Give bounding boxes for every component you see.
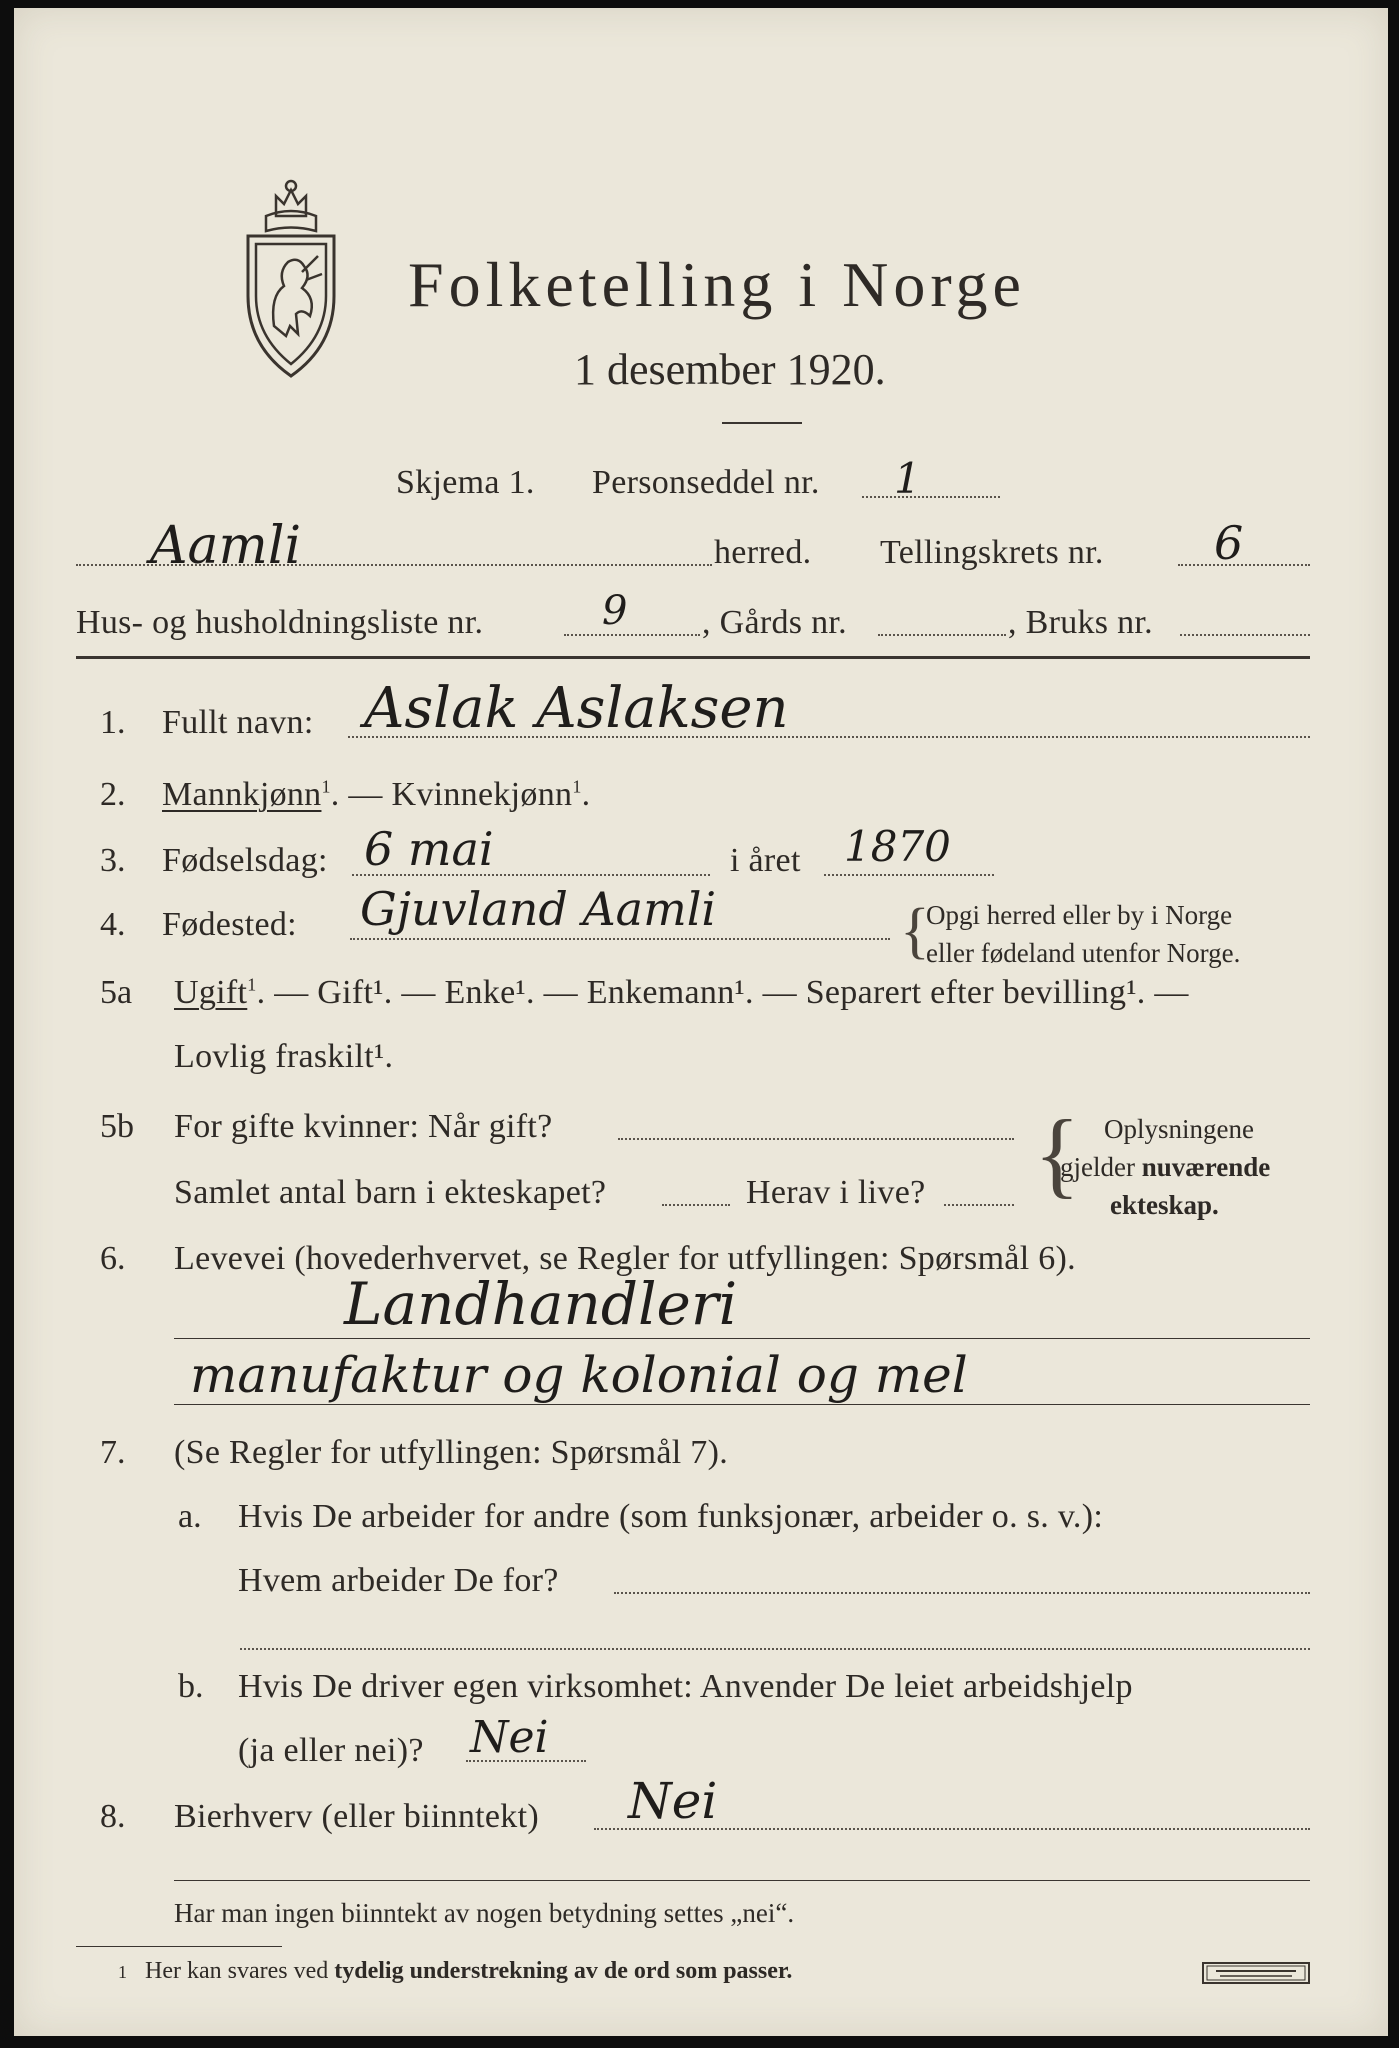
q4-line [350, 938, 890, 940]
personseddel-line [862, 496, 1000, 498]
q7b-value: Nei [470, 1712, 549, 1763]
q4-value: Gjuvland Aamli [360, 882, 717, 936]
hus-line [564, 634, 700, 636]
q3-year-value: 1870 [844, 822, 951, 871]
q5a-options: Ugift$^1$. — Gift¹. — Enke¹. — Enkemann¹. — Separert efter bevilling¹. — [174, 974, 1189, 1011]
q6-value-1: Landhandleri [344, 1270, 738, 1338]
q5b-number: 5b [100, 1108, 134, 1145]
q7b-letter: b. [178, 1668, 204, 1705]
tellingskrets-label: Tellingskrets nr. [880, 534, 1104, 571]
q5b-line-2 [662, 1204, 730, 1206]
q5b-note-2 [1060, 1152, 1270, 1183]
form-title: Folketelling i Norge [408, 249, 1026, 320]
q5b-note-1: Oplysningene [1104, 1114, 1254, 1144]
q8-number: 8. [100, 1798, 126, 1835]
q2-sup2: 1 [572, 776, 582, 797]
herred-label: herred. [714, 534, 812, 571]
personseddel-label: Personseddel nr. [592, 464, 820, 501]
footnote-text-a: Her kan svares ved [145, 1958, 335, 1984]
q5b-line-3 [944, 1204, 1014, 1206]
q5b-note-3: ekteskap. [1110, 1190, 1219, 1220]
q6-value-2: manufaktur og kolonial og mel [190, 1346, 968, 1404]
q3-year-line [824, 874, 994, 876]
coat-of-arms-icon [236, 176, 346, 386]
q2-kvinne-option: Kvinnekjønn [391, 776, 573, 813]
q4-note-1: Opgi herred eller by i Norge [926, 900, 1233, 930]
footnote-number: 1 [118, 1962, 127, 1982]
q8-label: Bierhverv (eller biinntekt) [174, 1798, 539, 1835]
q7a-line-1 [614, 1592, 1310, 1594]
q2-mann-option: Mannkjønn [162, 776, 322, 813]
q7b-label: Hvis De driver egen virksomhet: Anvender De leiet arbeidshjelp [238, 1668, 1133, 1705]
footnote-divider [76, 1946, 282, 1947]
census-date: 1 desember 1920. [574, 345, 886, 394]
q5b-brace: { [1034, 1100, 1081, 1207]
q7a-label-2: Hvem arbeider De for? [238, 1562, 559, 1599]
q7b-line [466, 1760, 586, 1762]
skjema-label: Skjema 1. [396, 464, 535, 501]
q8-value: Nei [628, 1772, 718, 1830]
q2-end: . [581, 776, 591, 813]
q7a-line-2 [240, 1648, 1310, 1650]
printer-stamp-icon [1202, 1962, 1310, 1984]
q5b-label-2: Samlet antal barn i ekteskapet? [174, 1174, 607, 1211]
q2-separator: . — [330, 776, 392, 813]
q4-label: Fødested: [162, 906, 297, 943]
q7b-label-2: (ja eller nei)? [238, 1732, 424, 1769]
gards-line [878, 634, 1006, 636]
gards-label: , Gårds nr. [702, 604, 847, 641]
q7-label: (Se Regler for utfyllingen: Spørsmål 7). [174, 1434, 729, 1471]
census-form [14, 8, 1388, 2036]
footer-note: Har man ingen biinntekt av nogen betydning settes „nei“. [174, 1898, 795, 1928]
q4-brace: { [900, 897, 930, 965]
bruks-line [1180, 634, 1310, 636]
q5a-line2: Lovlig fraskilt¹. [174, 1038, 394, 1075]
q5a-number: 5a [100, 974, 133, 1011]
q2-sup: 1 [321, 776, 331, 797]
q6-number: 6. [100, 1240, 126, 1277]
q6-line-2 [174, 1404, 1310, 1405]
q1-value: Aslak Aslaksen [364, 676, 789, 741]
bruks-label: , Bruks nr. [1008, 604, 1153, 641]
tellingskrets-value: 6 [1214, 516, 1244, 570]
q1-number: 1. [100, 704, 126, 741]
hus-label: Hus- og husholdningsliste nr. [76, 604, 484, 641]
q3-number: 3. [100, 842, 126, 879]
q7-number: 7. [100, 1434, 126, 1471]
q3-value: 6 mai [364, 822, 494, 876]
q5b-label-3: Herav i live? [746, 1174, 926, 1211]
header-divider [76, 656, 1310, 659]
footer-divider [174, 1880, 1310, 1881]
q2-number: 2. [100, 776, 126, 813]
footnote [118, 1958, 792, 1985]
herred-value: Aamli [150, 516, 302, 576]
q4-note-2: eller fødeland utenfor Norge. [926, 938, 1241, 968]
q5b-line-1 [618, 1138, 1014, 1140]
title-divider [722, 422, 802, 424]
q2-options [162, 776, 590, 814]
hus-value: 9 [602, 588, 628, 634]
q5b-note-2b: nuværende [1141, 1152, 1271, 1182]
footnote-text-b: tydelig understrekning av de ord som passer. [334, 1958, 793, 1984]
q5b-label-1: For gifte kvinner: Når gift? [174, 1108, 553, 1145]
q5b-note-2a: gjelder [1060, 1152, 1142, 1182]
q7a-label: Hvis De arbeider for andre (som funksjonær, arbeider o. s. v.): [238, 1498, 1104, 1535]
q3-year-label: i året [730, 842, 801, 879]
q5a-ugift-option: Ugift [174, 974, 248, 1011]
personseddel-value: 1 [894, 454, 922, 503]
q4-number: 4. [100, 906, 126, 943]
q3-label: Fødselsdag: [162, 842, 328, 879]
q7a-letter: a. [178, 1498, 202, 1535]
q5a-other-options: . — Gift¹. — Enke¹. — Enkemann¹. — Separert efter bevilling¹. — [256, 974, 1189, 1011]
q1-label: Fullt navn: [162, 704, 314, 741]
q6-label: Levevei (hovederhvervet, se Regler for utfyllingen: Spørsmål 6). [174, 1240, 1076, 1277]
q6-line-1 [174, 1338, 1310, 1339]
tellingskrets-line [1178, 564, 1310, 566]
